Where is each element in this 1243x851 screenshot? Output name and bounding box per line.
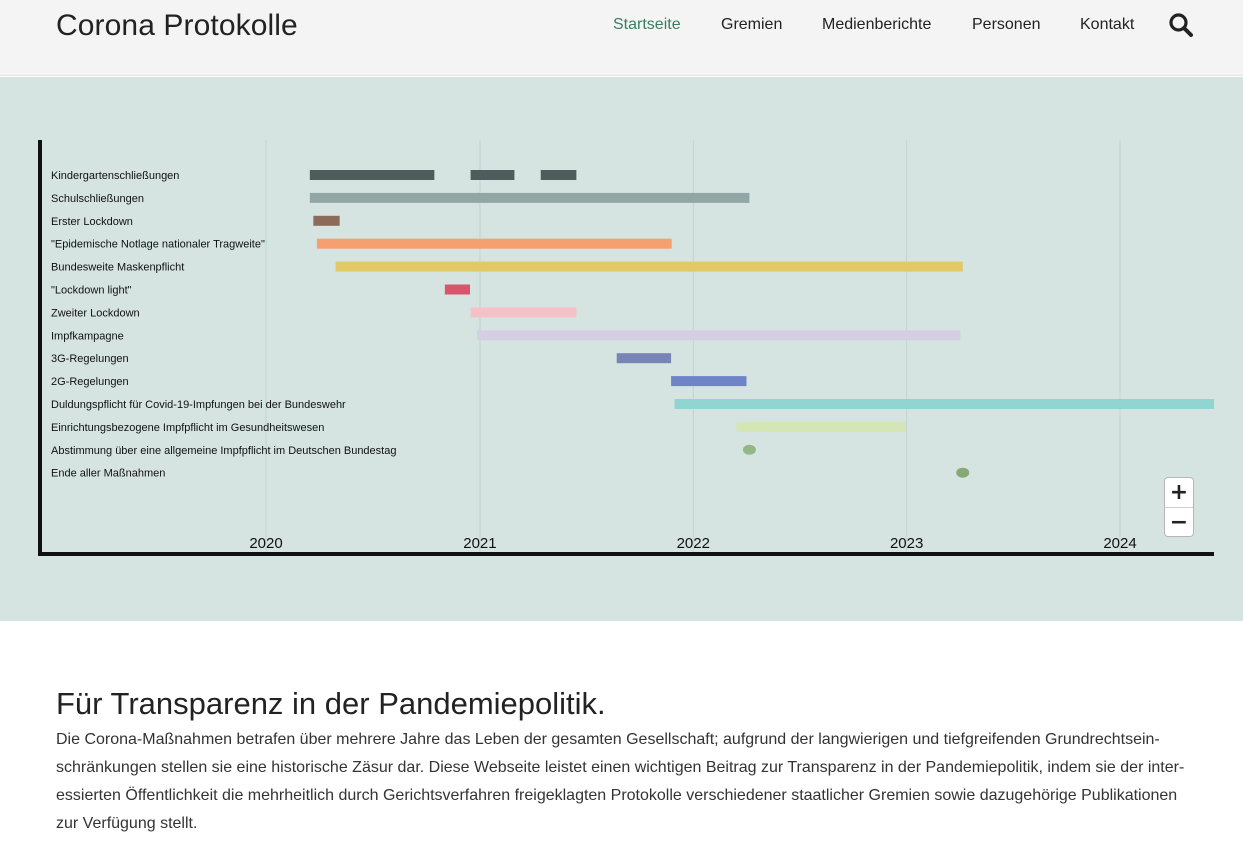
nav-kontakt[interactable]: Kontakt	[1080, 16, 1135, 33]
timeline-bar	[336, 262, 963, 272]
timeline-bar	[310, 193, 750, 203]
intro-line: essierten Öffentlichkeit die mehrheitlich durch Gerichtsverfahren freigeklagten Protokolle verschiedener staatlicher Gremien sowie dazugehörige Publikationen	[56, 787, 1178, 804]
timeline-bar	[313, 216, 339, 226]
timeline-bar	[541, 170, 577, 180]
row-label: Erster Lockdown	[51, 215, 133, 228]
nav-startseite[interactable]: Startseite	[613, 16, 681, 33]
timeline-bar	[471, 170, 515, 180]
zoom-out-button[interactable]: −	[1169, 510, 1189, 535]
x-tick-label: 2022	[676, 535, 710, 552]
x-tick-label: 2023	[889, 535, 924, 552]
site-header	[0, 0, 1243, 76]
x-tick-label: 2020	[249, 535, 283, 552]
row-label: Kindergartenschließungen	[51, 170, 180, 182]
timeline-bar	[737, 422, 907, 432]
timeline-bar	[477, 330, 960, 340]
row-label: Duldungspflicht für Covid-19-Impfungen bei der Bundeswehr	[51, 399, 346, 411]
row-label: Bundesweite Maskenpflicht	[51, 261, 185, 274]
intro-line: Die Corona-Maßnahmen betrafen über mehrere Jahre das Leben der gesamten Gesellschaft; aufgrund der langwierigen und tiefgreifenden Grundrechtsein-	[56, 731, 1160, 748]
timeline-event-dot	[956, 468, 969, 478]
site-title[interactable]: Corona Protokolle	[56, 9, 298, 42]
row-label: 3G-Regelungen	[51, 353, 129, 366]
timeline-bar	[317, 239, 672, 249]
timeline-bar	[617, 353, 671, 363]
row-label: Abstimmung über eine allgemeine Impfpflicht im Deutschen Bundestag	[51, 444, 397, 457]
zoom-control	[1164, 477, 1194, 537]
timeline-section	[0, 77, 1243, 621]
magnifier-icon	[1168, 12, 1194, 38]
timeline-bar	[471, 307, 577, 317]
measures-timeline-chart[interactable]	[0, 77, 1243, 621]
row-label: "Lockdown light"	[51, 284, 132, 297]
nav-personen[interactable]: Personen	[972, 16, 1041, 33]
intro-line: zur Verfügung stellt.	[56, 815, 198, 832]
intro-line: schränkungen stellen sie eine historische Zäsur dar. Diese Webseite leistet einen wichtigen Beitrag zur Transparenz in der Pandemiepolitik, indem sie der inter-	[56, 759, 1185, 776]
timeline-bar	[445, 285, 470, 295]
row-label: 2G-Regelungen	[51, 376, 129, 389]
search-button[interactable]	[1168, 12, 1194, 38]
row-label: Impfkampagne	[51, 330, 124, 343]
intro-section	[56, 684, 1196, 838]
row-label: "Epidemische Notlage nationaler Tragweite"	[51, 238, 265, 251]
timeline-bar	[310, 170, 435, 180]
row-label: Ende aller Maßnahmen	[51, 467, 166, 480]
nav-medienberichte[interactable]: Medienberichte	[822, 16, 932, 33]
main-nav	[0, 16, 1243, 36]
intro-heading: Für Transparenz in der Pandemiepolitik.	[56, 686, 606, 721]
timeline-event-dot	[743, 445, 756, 455]
row-label: Zweiter Lockdown	[51, 307, 140, 320]
timeline-bar	[675, 399, 1214, 409]
zoom-in-button[interactable]: +	[1165, 478, 1193, 508]
nav-gremien[interactable]: Gremien	[721, 16, 783, 33]
row-label: Einrichtungsbezogene Impfpflicht im Gesundheitswesen	[51, 421, 325, 434]
timeline-bar	[671, 376, 746, 386]
x-tick-label: 2024	[1103, 535, 1137, 552]
row-label: Schulschließungen	[51, 192, 144, 205]
intro-paragraph	[56, 726, 1196, 838]
x-tick-label: 2021	[463, 535, 497, 552]
